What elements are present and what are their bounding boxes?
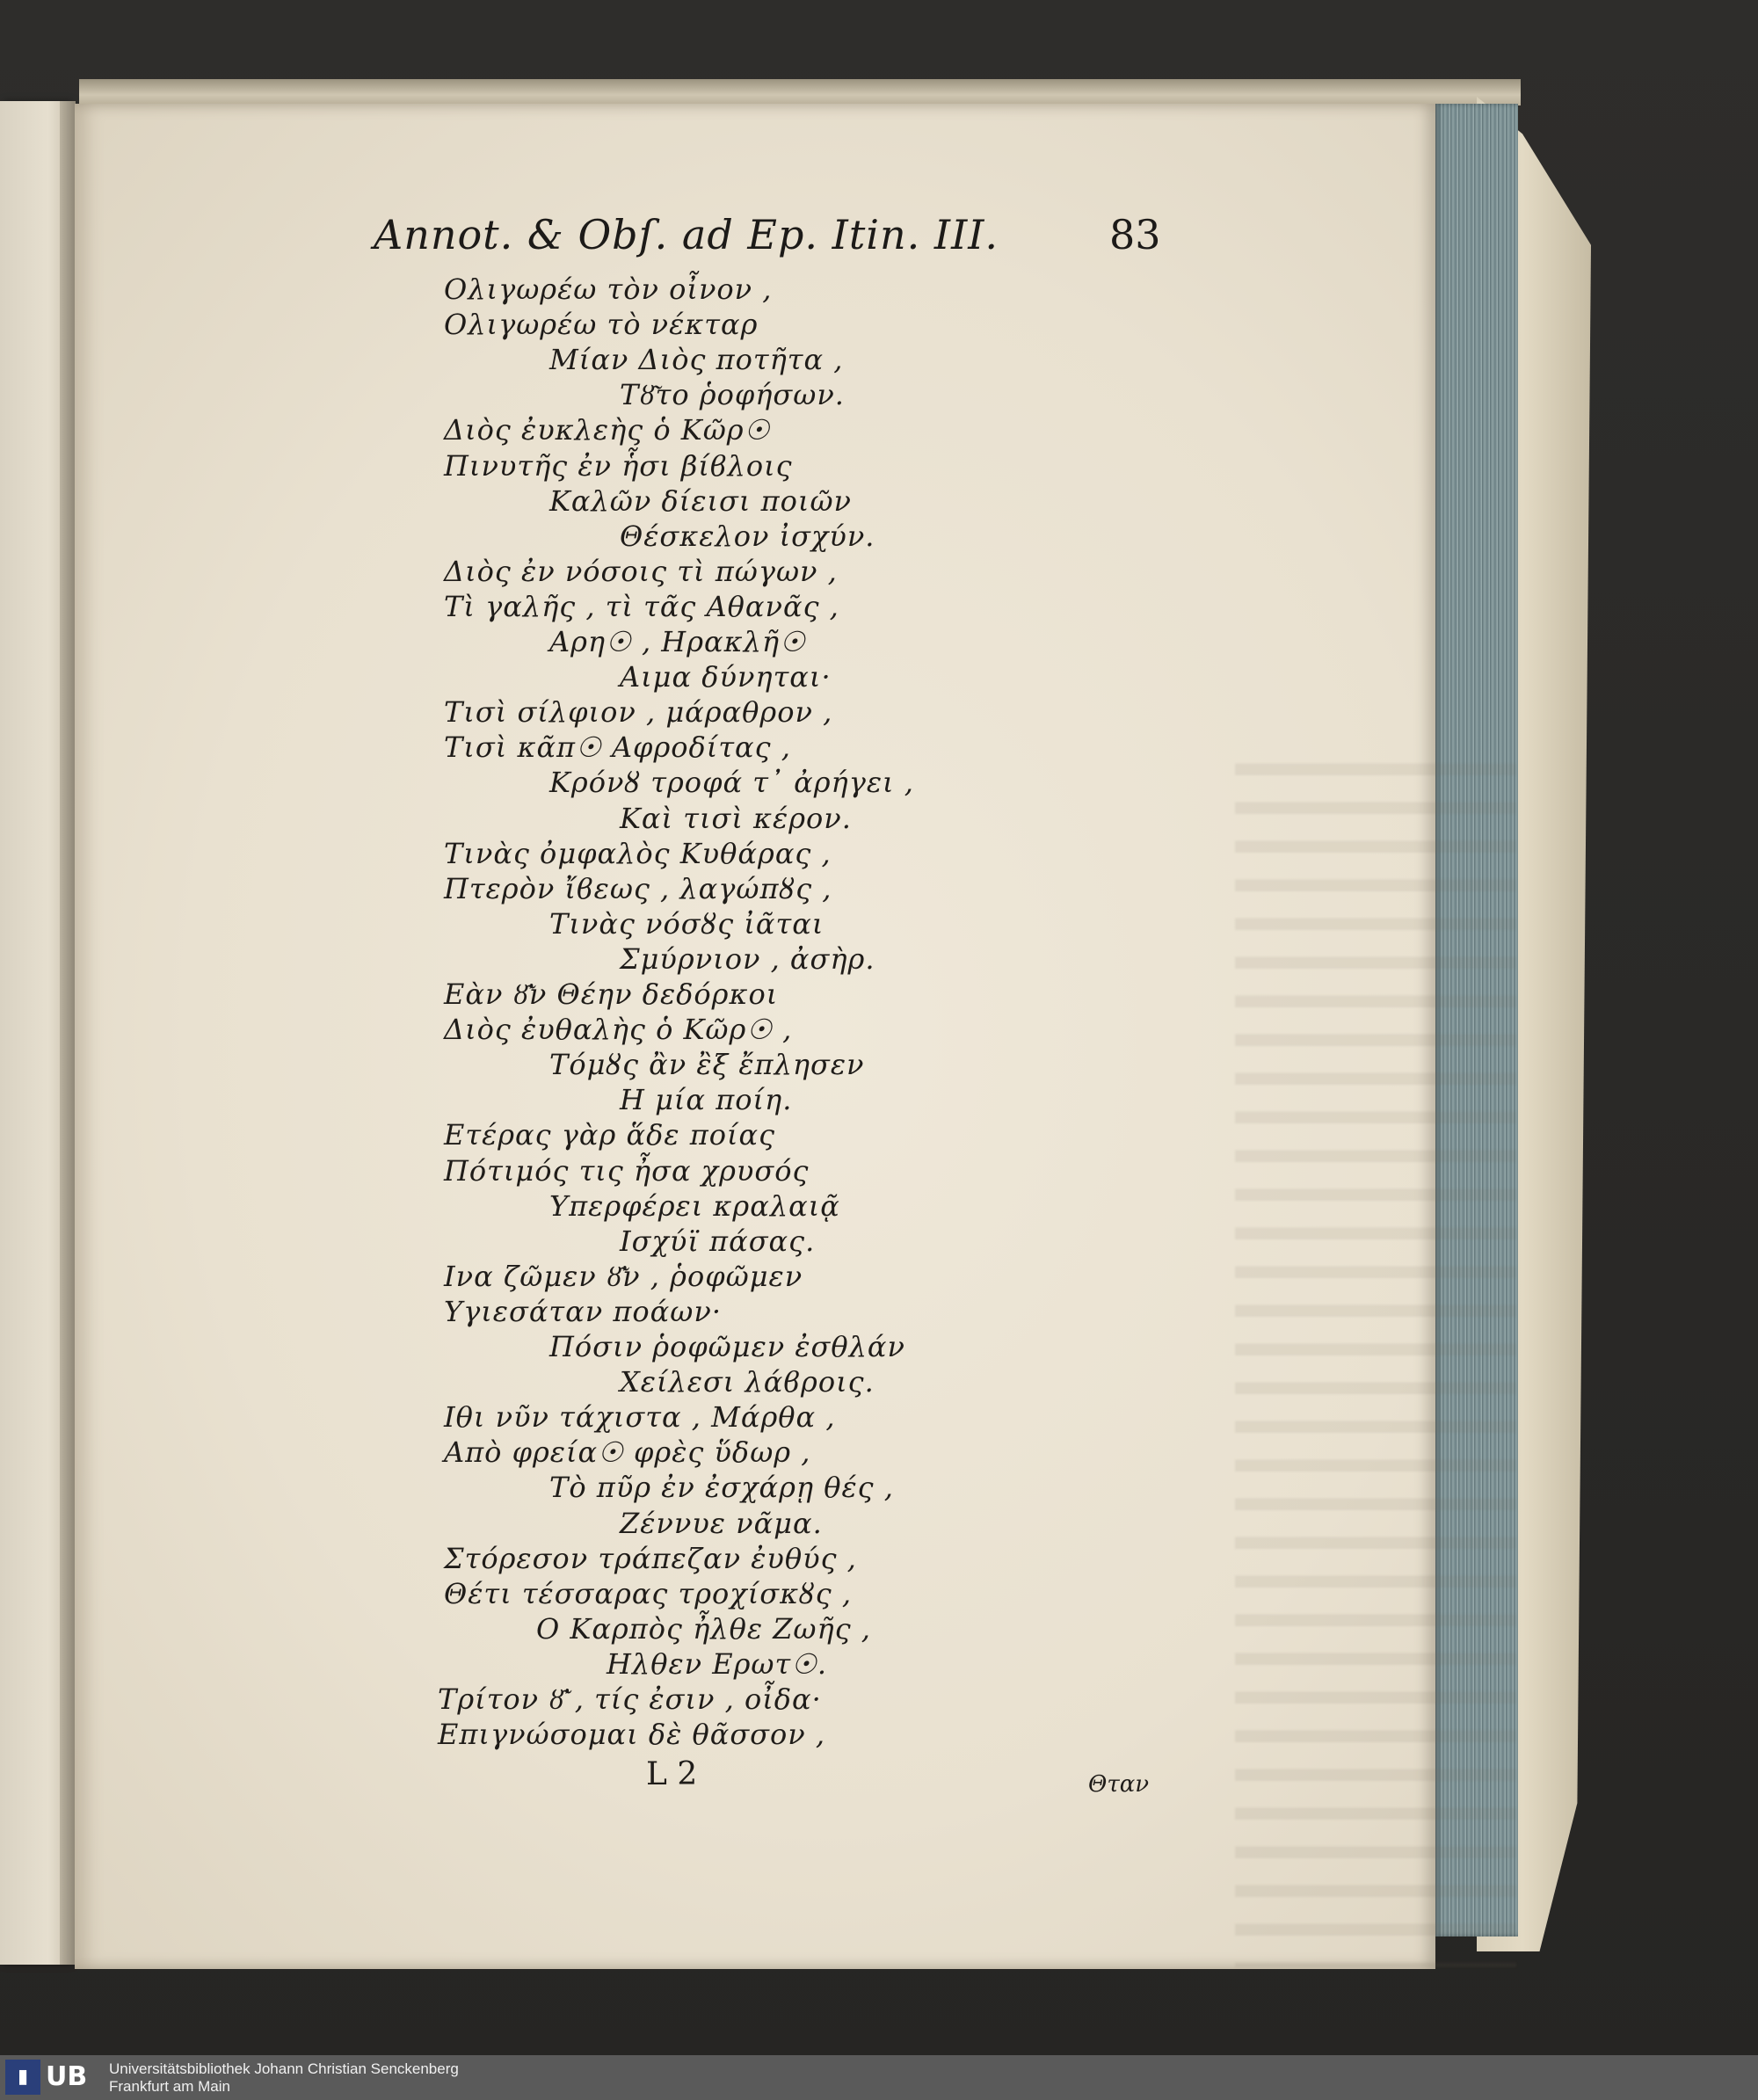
poem-line: Τισὶ κᾶπ☉ Αφροδίτας , — [444, 730, 791, 764]
poem-line: Πόσιν ῥοφῶμεν ἐσθλάν — [549, 1330, 905, 1363]
running-head: Annot. & Obſ. ad Ep. Itin. III. — [374, 211, 999, 258]
poem-line: Η μία ποίη. — [620, 1083, 793, 1116]
bleed-through-text — [1235, 737, 1516, 1967]
poem-line: Κρόνȣ τροφά τ᾽ ἀρήγει , — [549, 766, 914, 799]
poem-line: Ινα ζῶμεν ȣ̓͂ν , ῥοφῶμεν — [444, 1260, 803, 1293]
poem-line: Χείλεσι λάϐροις. — [620, 1365, 875, 1399]
footer-bar — [0, 2055, 1758, 2100]
poem-line: Τινὰς ὀμφαλὸς Κυθάρας , — [444, 837, 832, 870]
gutter-shadow — [60, 101, 76, 1965]
poem-line: Αρη☉ , Ηρακλῆ☉ — [549, 625, 806, 658]
institution-name — [109, 2060, 459, 2096]
poem-line: Αιμα δύνηται· — [620, 660, 832, 694]
page-number: 83 — [1109, 211, 1161, 258]
book-top-edge — [79, 79, 1521, 105]
library-logo[interactable] — [5, 2060, 102, 2095]
signature-mark: L 2 — [646, 1756, 698, 1792]
poem-line: Πότιμός τις ἦσα χρυσός — [444, 1154, 810, 1188]
poem-line: Υπερφέρει κραλαιᾷ — [549, 1189, 840, 1223]
poem-line: Σμύρνιον , ἀσὴρ. — [620, 942, 875, 976]
poem-line: Πτερὸν ἴϐεως , λαγώπȣς , — [444, 872, 832, 905]
poem-line: Ετέρας γὰρ ἅδε ποίας — [444, 1118, 776, 1152]
poem-line: Τρίτον ȣ̓͂ , τίς ἐσιν , οἶδα· — [438, 1682, 822, 1716]
catchword: Θταν — [1088, 1771, 1150, 1798]
left-facing-page-edge — [0, 101, 69, 1965]
poem-line: Ισχύϊ πάσας. — [620, 1224, 816, 1258]
poem-line: Διὸς ἐν νόσοις τὶ πώγων , — [444, 555, 838, 588]
institution-line-1: Universitätsbibliothek Johann Christian Senckenberg — [109, 2060, 459, 2077]
institution-line-2: Frankfurt am Main — [109, 2078, 230, 2095]
poem-line: Τȣ͂το ῥοφήσων. — [620, 378, 845, 411]
poem-line: Τὸ πῦρ ἐν ἐσχάρῃ θές , — [549, 1471, 894, 1504]
poem-line: Ολιγωρέω τὸ νέκταρ — [444, 308, 759, 341]
poem-line: Διὸς ἐυκλεὴς ὁ Κῶρ☉ — [444, 413, 771, 447]
poem-line: Διὸς ἐυθαλὴς ὁ Κῶρ☉ , — [444, 1013, 793, 1046]
logo-icon: ▮ — [5, 2060, 40, 2095]
poem-line: Καλῶν δίεισι ποιῶν — [549, 484, 852, 518]
poem-line: Πινυτῆς ἐν ἧσι βίϐλοις — [444, 449, 793, 483]
poem-line: Απὸ φρεία☉ φρὲς ὕδωρ , — [444, 1435, 811, 1469]
poem-line: Επιγνώσομαι δὲ θᾶσσον , — [438, 1718, 826, 1751]
poem-line: Τισὶ σίλφιον , μάραθρον , — [444, 695, 833, 729]
poem-line: Υγιεσάταν ποάων· — [444, 1295, 722, 1328]
poem-line: Θέσκελον ἰσχύν. — [620, 520, 875, 553]
poem-line: Τινὰς νόσȣς ἰᾶται — [549, 907, 825, 941]
poem-line: Ο Καρπὸς ἦλθε Ζωῆς , — [536, 1612, 871, 1646]
poem-line: Ηλθεν Ερωτ☉. — [607, 1647, 828, 1681]
poem-line: Ζέννυε νᾶμα. — [620, 1507, 823, 1540]
poem-line: Ιθι νῦν τάχιστα , Μάρθα , — [444, 1400, 836, 1434]
poem-line: Εὰν ȣ̓͂ν Θέην δεδόρκοι — [444, 977, 779, 1011]
poem-line: Ολιγωρέω τὸν οἶνον , — [444, 272, 773, 306]
poem-line: Τὶ γαλῆς , τὶ τᾶς Αθανᾶς , — [444, 590, 839, 623]
poem-line: Καὶ τισὶ κέρον. — [620, 802, 852, 835]
poem-line: Τόμȣς ἂν ἒξ ἔπλησεν — [549, 1048, 865, 1081]
poem-line: Μίαν Διὸς ποτῆτα , — [549, 343, 844, 376]
logo-text: UB — [46, 2061, 88, 2092]
poem-line: Στόρεσον τράπεζαν ἐυθύς , — [444, 1542, 857, 1575]
poem-line: Θέτι τέσσαρας τροχίσκȣς , — [444, 1577, 852, 1610]
